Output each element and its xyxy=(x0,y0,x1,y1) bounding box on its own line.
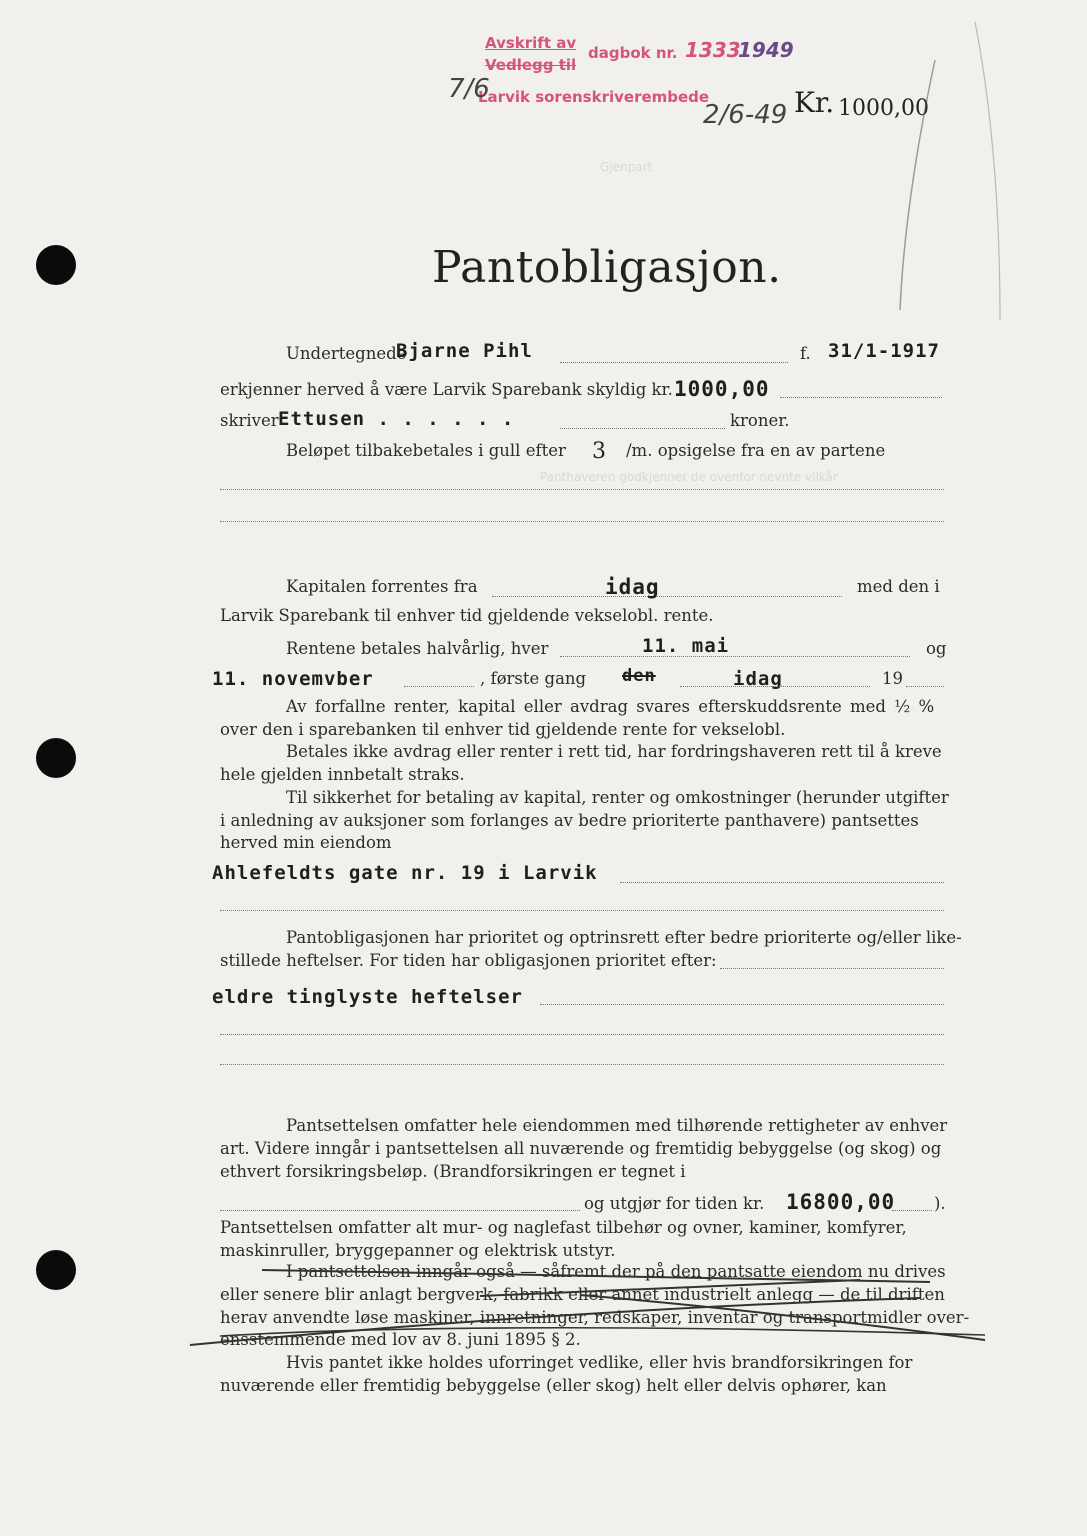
debtor-name: Bjarne Pihl xyxy=(396,340,533,362)
interest-from: idag xyxy=(605,575,660,599)
struck-line-2: eller senere blir anlagt bergverk, fabrikk eller annet industrielt anlegg — de til driften xyxy=(220,1285,945,1304)
rent-date-1: 11. mai xyxy=(642,635,730,657)
insurance-amount: 16800,00 xyxy=(786,1190,896,1214)
priority-line-1: Pantobligasjonen har prioritet og optrinsrett efter bedre prioriterte og/eller like- xyxy=(286,928,962,947)
year-prefix: 19 xyxy=(882,669,903,688)
stamp-number: 1333 xyxy=(685,38,741,62)
bleed-through-text: Panthaveren godkjenner de ovenfor nevnte vilkår xyxy=(540,470,838,484)
default-line-1: Betales ikke avdrag eller renter i rett tid, har fordringshaveren rett til å kreve xyxy=(286,742,942,761)
amount-in-words: Ettusen . . . . . . xyxy=(278,408,515,430)
born-label: f. xyxy=(800,344,811,363)
debt-amount: 1000,00 xyxy=(674,377,770,401)
debtor-birthdate: 31/1-1917 xyxy=(828,340,940,362)
repay-text-start: Beløpet tilbakebetales i gull efter xyxy=(286,441,566,460)
rent-date-2: 11. novemvber xyxy=(212,668,374,690)
final-line-2: nuværende eller fremtidig bebyggelse (eller skog) helt eller delvis ophører, kan xyxy=(220,1376,887,1395)
stamp-year: 1949 xyxy=(738,38,794,62)
priority-line-2: stillede heftelser. For tiden har obligasjonen prioritet efter: xyxy=(220,951,717,970)
handwritten-date: 2/6-49 xyxy=(703,100,788,130)
first-time-text: , første gang xyxy=(480,669,587,688)
skriver-label: skriver xyxy=(220,411,279,430)
interest-text: Kapitalen forrentes fra xyxy=(286,577,478,596)
stamp-office: Larvik sorenskriverembede xyxy=(478,88,710,106)
stamp-vedlegg: Vedlegg til xyxy=(485,56,577,74)
security-line-1: Til sikkerhet for betaling av kapital, renter og omkostninger (herunder utgifter xyxy=(286,788,949,807)
scope-line-4: og utgjør for tiden kr. xyxy=(584,1194,765,1213)
kr-amount: 1000,00 xyxy=(838,96,929,121)
interest-text-end: med den i xyxy=(857,577,940,596)
bleed-through-text: Gjenpart xyxy=(600,160,653,174)
stamp-dagbok: dagbok nr. xyxy=(588,44,678,62)
repay-text-end: /m. opsigelse fra en av partene xyxy=(626,441,886,460)
rent-text: Rentene betales halvårlig, hver xyxy=(286,639,549,658)
fixtures-line-1: Pantsettelsen omfatter alt mur- og naglefast tilbehør og ovner, kaminer, komfyrer, xyxy=(220,1218,907,1237)
interest-rate-text: Larvik Sparebank til enhver tid gjeldende vekselobl. rente. xyxy=(220,606,714,625)
struck-word: den xyxy=(622,666,656,686)
property-description: Ahlefeldts gate nr. 19 i Larvik xyxy=(212,862,598,884)
scope-line-3: ethvert forsikringsbeløp. (Brandforsikringen er tegnet i xyxy=(220,1162,686,1181)
document-title: Pantobligasjon. xyxy=(432,242,782,293)
scope-line-2: art. Videre inngår i pantsettelsen all nuværende og fremtidig bebyggelse (og skog) og xyxy=(220,1139,942,1158)
handwritten-mark: 7/6 xyxy=(448,74,490,104)
rent-og: og xyxy=(926,639,947,658)
scope-line-1: Pantsettelsen omfatter hele eiendommen med tilhørende rettigheter av enhver xyxy=(286,1116,948,1135)
stamp-avskrift: Avskrift av xyxy=(485,34,577,52)
priority-value: eldre tinglyste heftelser xyxy=(212,986,523,1008)
security-line-3: herved min eiendom xyxy=(220,833,392,852)
fixtures-line-2: maskinruller, bryggepanner og elektrisk utstyr. xyxy=(220,1241,616,1260)
repay-months: 3 xyxy=(592,439,606,464)
default-line-2: hele gjelden innbetalt straks. xyxy=(220,765,465,784)
struck-line-1: I pantsettelsen inngår også — såfremt der på den pantsatte eiendom nu drives xyxy=(286,1262,946,1281)
acknowledge-text: erkjenner herved å være Larvik Sparebank skyldig kr. xyxy=(220,380,673,399)
penalty-line-1: Av forfallne renter, kapital eller avdrag svares efterskuddsrente med ½ % xyxy=(286,697,935,716)
penalty-line-2: over den i sparebanken til enhver tid gjeldende rente for vekselobl. xyxy=(220,720,786,739)
scope-line-4-end: ). xyxy=(934,1194,946,1213)
kroner-label: kroner. xyxy=(730,411,790,430)
first-payment-date: idag xyxy=(733,668,783,690)
kr-label: Kr. xyxy=(794,86,835,119)
struck-line-3: herav anvendte løse maskiner, innretninger, redskaper, inventar og transportmidler over- xyxy=(220,1308,970,1327)
debtor-label: Undertegnede xyxy=(286,344,407,363)
struck-line-4: ensstemmende med lov av 8. juni 1895 § 2. xyxy=(220,1330,581,1349)
final-line-1: Hvis pantet ikke holdes uforringet vedlike, eller hvis brandforsikringen for xyxy=(286,1353,913,1372)
security-line-2: i anledning av auksjoner som forlanges av bedre prioriterte panthavere) pantsettes xyxy=(220,811,919,830)
